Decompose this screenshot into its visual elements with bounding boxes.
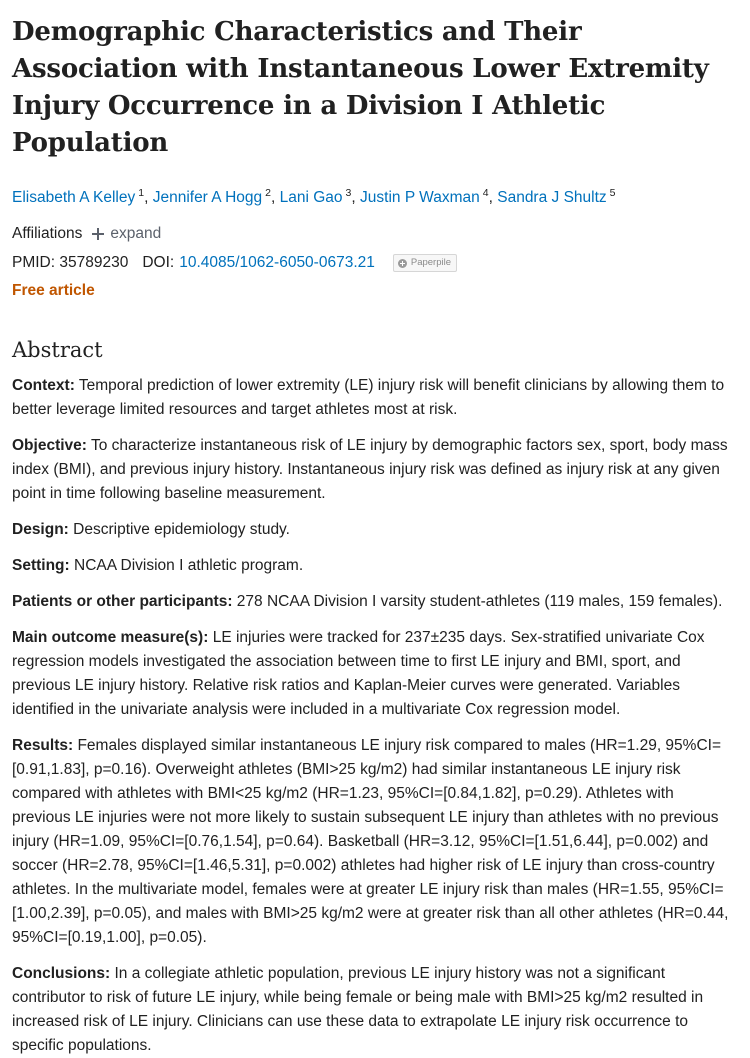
abstract-design: [12, 518, 734, 542]
affiliations-label: Affiliations: [12, 225, 83, 242]
doi-label: DOI:: [142, 254, 175, 271]
author-separator: ,: [144, 189, 149, 206]
section-text: Temporal prediction of lower extremity (LE) injury risk will benefit clinicians by allowing them to better leverage limited resources and target athletes most at risk.: [12, 377, 725, 418]
expand-label: expand: [110, 225, 162, 242]
section-label: Conclusions:: [12, 965, 111, 982]
section-text: Females displayed similar instantaneous LE injury risk compared to males (HR=1.29, 95%CI=[0.91,1.83], p=0.16). Overweight athletes (BMI>25 kg/m2) had similar instantaneous LE injury risk compared with athletes with BMI<25 kg/m2 (HR=1.23, 95%CI=[0.84,1.82], p=0.29). Athletes with previous LE injuries were not more likely to sustain subsequent LE injury than athletes with no previous injury (HR=1.09, 95%CI=[0.76,1.54], p=0.64). Basketball (HR=3.12, 95%CI=[1.51,6.44], p=0.002) and soccer (HR=2.78, 95%CI=[1.46,5.31], p=0.002) athletes had higher risk of LE injury than cross-country athletes. In the multivariate model, females were at greater LE injury risk than males (HR=1.55, 95%CI=[1.00,2.39], p=0.05), and males with BMI>25 kg/m2 were at greater risk than all other athletes (HR=0.44, 95%CI=[0.19,1.00], p=0.05).: [12, 737, 729, 946]
section-text: In a collegiate athletic population, previous LE injury history was not a significant contributor to risk of future LE injury, while being female or being male with BMI>25 kg/m2 resulted in increased risk of LE injury. Clinicians can use these data to extrapolate LE injury risk occurrence to specific populations.: [12, 965, 704, 1054]
author-link[interactable]: Lani Gao: [279, 189, 343, 206]
abstract-heading: Abstract: [12, 338, 103, 362]
abstract-participants: [12, 590, 734, 614]
paperpile-button[interactable]: [393, 254, 457, 272]
section-text: To characterize instantaneous risk of LE injury by demographic factors sex, sport, body mass index (BMI), and previous injury history. Instantaneous injury risk was defined as injury risk at any given point in time following baseline measurement.: [12, 437, 728, 502]
author-link[interactable]: Elisabeth A Kelley: [12, 189, 136, 206]
author-separator: ,: [351, 189, 356, 206]
pmid-value: 35789230: [59, 254, 129, 271]
abstract-body: [12, 374, 734, 1058]
abstract-conclusions: [12, 962, 734, 1058]
section-label: Patients or other participants:: [12, 593, 233, 610]
author-affiliation-number[interactable]: 2: [265, 187, 271, 199]
abstract-setting: [12, 554, 734, 578]
doi-link[interactable]: 10.4085/1062-6050-0673.21: [179, 254, 375, 271]
section-label: Setting:: [12, 557, 70, 574]
author-link[interactable]: Justin P Waxman: [360, 189, 480, 206]
section-label: Main outcome measure(s):: [12, 629, 209, 646]
abstract-outcome-measures: [12, 626, 734, 722]
affiliations-expand-button[interactable]: [92, 223, 161, 245]
author-affiliation-number[interactable]: 1: [138, 187, 145, 199]
abstract-objective: [12, 434, 734, 506]
abstract-results: [12, 734, 734, 950]
paperpile-plus-icon: [398, 259, 407, 268]
section-label: Design:: [12, 521, 69, 538]
author-affiliation-number[interactable]: 4: [482, 187, 489, 199]
author-separator: ,: [488, 189, 493, 206]
author-link[interactable]: Sandra J Shultz: [497, 189, 607, 206]
plus-icon: [92, 228, 104, 240]
pmid-label: PMID:: [12, 254, 56, 271]
identifiers-row: [12, 252, 750, 274]
author-affiliation-number[interactable]: 5: [609, 187, 616, 199]
author-link[interactable]: Jennifer A Hogg: [152, 189, 263, 206]
free-article-badge: Free article: [12, 282, 95, 299]
author-separator: ,: [271, 189, 276, 206]
section-label: Results:: [12, 737, 74, 754]
paperpile-label: Paperpile: [410, 257, 452, 268]
section-label: Objective:: [12, 437, 87, 454]
section-text: NCAA Division I athletic program.: [74, 557, 304, 574]
section-text: LE injuries were tracked for 237±235 days. Sex-stratified univariate Cox regression models investigated the association between time to first LE injury and BMI, sport, and previous LE injury history. Relative risk ratios and Kaplan-Meier curves were generated. Variables identified in the univariate analysis were included in a multivariate Cox regression model.: [12, 629, 705, 718]
article-title: Demographic Characteristics and Their Association with Instantaneous Lower Extremity Injury Occurrence in a Division I Athletic Population: [12, 17, 709, 158]
affiliations-row: [12, 223, 750, 245]
section-label: Context:: [12, 377, 75, 394]
section-text: 278 NCAA Division I varsity student-athletes (119 males, 159 females).: [236, 593, 723, 610]
author-affiliation-number[interactable]: 3: [345, 187, 352, 199]
abstract-context: [12, 374, 734, 422]
section-text: Descriptive epidemiology study.: [73, 521, 290, 538]
author-list: [12, 182, 750, 209]
